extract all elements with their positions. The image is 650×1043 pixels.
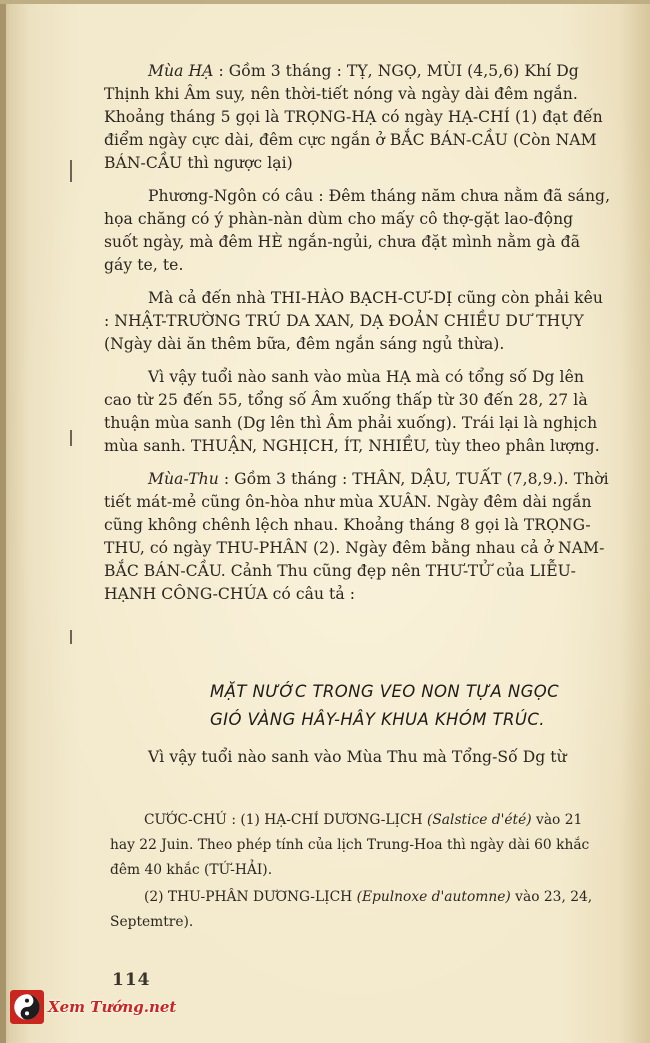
footnote-1 bbox=[110, 808, 610, 883]
watermark-logo bbox=[10, 990, 176, 1024]
paragraph-summer-birth bbox=[104, 366, 612, 458]
poem-quote bbox=[210, 678, 559, 734]
season-heading-autumn: Mùa-Thu bbox=[148, 470, 219, 488]
season-heading-summer: Mùa HẠ bbox=[148, 62, 214, 80]
closing-text bbox=[104, 746, 612, 769]
footnotes bbox=[110, 808, 610, 935]
footnote-french-term: (Epulnoxe d'automne) bbox=[356, 889, 511, 905]
paragraph-text: Phương-Ngôn có câu : Đêm tháng năm chưa nằm đã sáng, họa chăng có ý phàn-nàn dùm cho mấy cô thợ-gặt lao-động suốt ngày, mà đêm HÈ ngắn-ngủi, chưa đặt mình nằm gà đã gáy te, te. bbox=[104, 187, 611, 274]
main-text bbox=[104, 60, 612, 606]
page-top-edge bbox=[0, 0, 650, 4]
paragraph-text: Vì vậy tuổi nào sanh vào mùa HẠ mà có tổng số Dg lên cao từ 25 đến 55, tổng số Âm xuống thấp từ 30 đến 28, 27 là thuận mùa sanh (Dg lên thì Âm phải xuống). Trái lại là nghịch mùa sanh. THUẬN, NGHỊCH, ÍT, NHIỀU, tùy theo phân lượng. bbox=[104, 368, 600, 455]
paragraph-summer bbox=[104, 60, 612, 175]
paragraph-poet bbox=[104, 287, 612, 356]
paragraph-closing: Vì vậy tuổi nào sanh vào Mùa Thu mà Tổng-Số Dg từ bbox=[148, 748, 567, 766]
margin-mark bbox=[70, 160, 72, 182]
poem-line: MẶT NƯỚC TRONG VEO NON TỰA NGỌC bbox=[210, 682, 560, 701]
paragraph-proverb bbox=[104, 185, 612, 277]
footnote-label: CƯỚC-CHÚ : (1) HẠ-CHÍ DƯƠNG-LỊCH bbox=[144, 812, 423, 828]
margin-mark bbox=[70, 430, 72, 446]
footnote-french-term: (Salstice d'été) bbox=[426, 812, 532, 828]
footnote-text: vào 21 hay 22 Juin. Theo phép tính của lịch Trung-Hoa thì ngày dài 60 khắc đêm 40 khắc (TỨ-HẢI). bbox=[110, 812, 590, 878]
footnote-text: vào 23, 24, Septemtre). bbox=[110, 889, 593, 930]
yin-yang-icon bbox=[10, 990, 44, 1024]
paragraph-text: : Gồm 3 tháng : THÂN, DẬU, TUẤT (7,8,9.). Thời tiết mát-mẻ cũng ôn-hòa như mùa XUÂN. Ngày đêm dài ngắn cũng không chênh lệch nhau. Khoảng tháng 8 gọi là TRỌNG-THU, có ngày THU-PHÂN (2). Ngày đêm bằng nhau cả ở NAM-BẮC BÁN-CẦU. Cảnh Thu cũng đẹp nên THƯ-TỬ của LIỄU-HẠNH CÔNG-CHÚA có câu tả : bbox=[104, 470, 609, 603]
watermark-text: Xem Tướng.net bbox=[48, 998, 177, 1016]
paragraph-autumn bbox=[104, 468, 612, 606]
page-edge bbox=[0, 0, 6, 1043]
paragraph-text: : Gồm 3 tháng : TỴ, NGỌ, MÙI (4,5,6) Khí Dg Thịnh khi Âm suy, nên thời-tiết nóng và ngày dài đêm ngắn. Khoảng tháng 5 gọi là TRỌNG-HẠ có ngày HẠ-CHÍ (1) đạt đến điểm ngày cực dài, đêm cực ngắn ở BẮC BÁN-CẦU (Còn NAM BÁN-CẦU thì ngược lại) bbox=[104, 62, 603, 172]
page-number: 114 bbox=[112, 970, 151, 990]
poem-line: GIÓ VÀNG HÂY-HÂY KHUA KHÓM TRÚC. bbox=[210, 710, 545, 729]
footnote-2 bbox=[110, 885, 610, 935]
footnote-label: (2) THU-PHÂN DƯƠNG-LỊCH bbox=[144, 889, 353, 905]
paragraph-text: Mà cả đến nhà THI-HÀO BẠCH-CƯ-DỊ cũng còn phải kêu : NHẬT-TRƯỜNG TRÚ DA XAN, DẠ ĐOẢN CHIỀU DƯ THỤY (Ngày dài ăn thêm bữa, đêm ngắn sáng ngủ thừa). bbox=[104, 289, 603, 353]
margin-mark bbox=[70, 630, 72, 644]
